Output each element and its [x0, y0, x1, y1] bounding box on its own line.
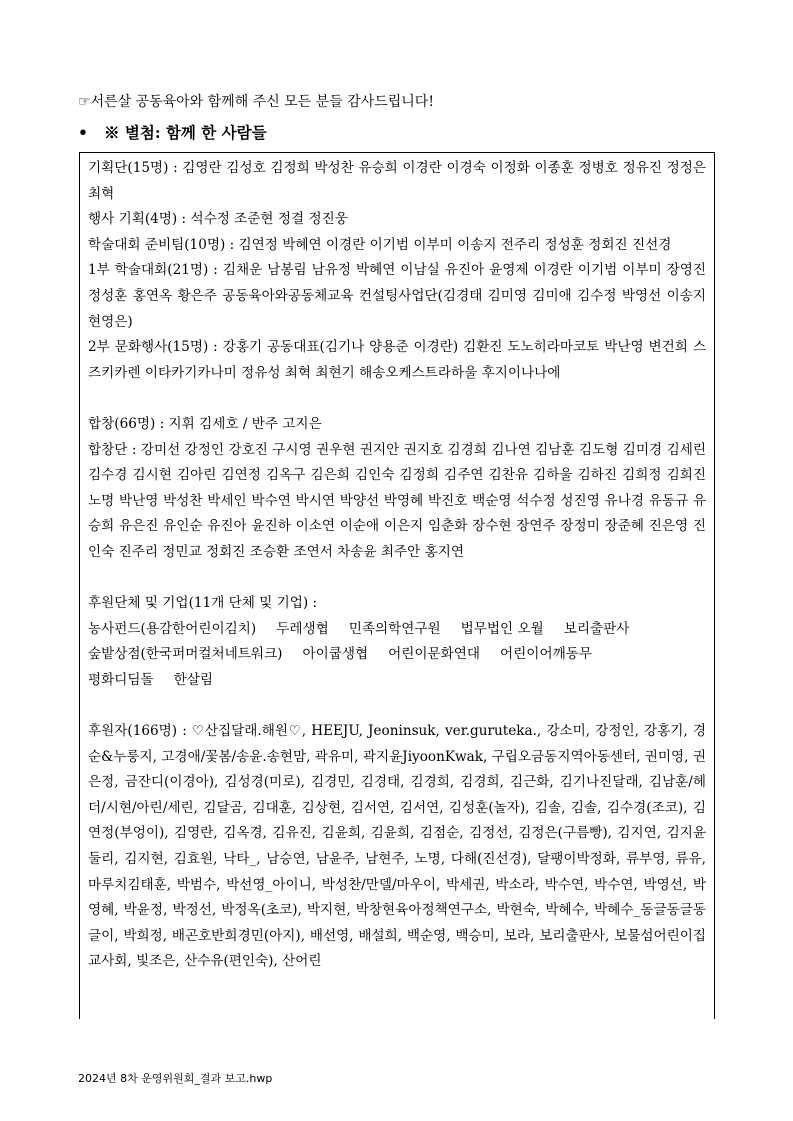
choir-lead: 합창(66명) : 지휘 김세호 / 반주 고지은 — [88, 415, 322, 432]
sponsor-item: 숲밭상점(한국퍼머컬처네트워크) — [88, 646, 283, 663]
sponsor-item: 평화디딤돌 — [88, 671, 154, 688]
sponsor-item: 두레생협 — [276, 620, 329, 637]
symposium-prep-team: 학술대회 준비팀(10명) : 김연정 박혜연 이경란 이기범 이부미 이송지 전주리 정성훈 정회진 진선경 — [88, 236, 672, 253]
sponsor-row-3 — [88, 668, 706, 694]
sponsor-item: 어린이문화연대 — [388, 646, 481, 663]
footer-filename: 2024년 8차 운영위원회_결과 보고.hwp — [78, 1072, 273, 1085]
spacer — [88, 693, 706, 719]
sponsor-row-2 — [88, 642, 706, 668]
part1-symposium: 1부 학술대회(21명) : 김채운 남봉림 남유정 박혜연 이남실 유진아 윤영제 이경란 이기범 이부미 장영진 정성훈 홍연옥 황은주 공동육아와공동체교육 컨설팅사업단(김경태 김미영 김미애 김수정 박영선 이송지 현영은) — [88, 262, 706, 330]
sponsor-item: 아이쿱생협 — [302, 646, 369, 663]
choir-members: 합창단 : 강미선 강정인 강호진 구시영 권우현 권지안 권지호 김경희 김나연 김남훈 김도형 김미경 김세린 김수경 김시현 김아린 김연정 김옥구 김은희 김인숙 김정희 김주연 김찬유 김하울 김하진 김희정 김희진 노명 박난영 박성찬 박세인 박수연 박시연 박양선 박영혜 박진호 백순영 석수정 성진영 유나경 유동규 유승희 유은진 유인순 유진아 윤진하 이소연 이순애 이은지 임춘화 장수현 장연주 장정미 장준혜 진은영 진인숙 진주리 정민교 정회진 조승환 조연서 차송윤 최주안 홍지연 — [88, 441, 706, 560]
spacer — [88, 386, 706, 412]
sponsor-orgs-title: 후원단체 및 기업(11개 단체 및 기업) : — [88, 595, 318, 612]
sponsor-item: 법무법인 오월 — [460, 620, 544, 637]
sponsor-item: 보리출판사 — [563, 620, 630, 637]
part2-culture-event: 2부 문화행사(15명) : 강홍기 공동대표(김기나 양용준 이경란) 김환진 도노히라마코토 박난영 변건희 스즈키카렌 이타카기카나미 정유성 최혁 최현기 해송오케스트라하울 후지이나나에 — [88, 339, 706, 381]
sponsor-item: 어린이어깨동무 — [500, 646, 592, 663]
spacer — [88, 566, 706, 592]
sponsor-item: 한살림 — [173, 671, 214, 688]
event-planning: 행사 기획(4명) : 석수정 조준현 정결 정진웅 — [88, 211, 348, 228]
planning-committee: 기획단(15명) : 김영란 김성호 김정희 박성찬 유승희 이경란 이경숙 이정화 이종훈 정병호 정유진 정정은 최혁 — [88, 160, 706, 202]
pointing-hand-icon: ☞ — [78, 94, 91, 110]
sponsor-row-1 — [88, 617, 706, 643]
sponsor-item: 농사펀드(용감한어린이김치) — [88, 620, 257, 637]
thanks-text: 서른살 공동육아와 함께해 주신 모든 분들 감사드립니다! — [90, 94, 434, 110]
thanks-line — [78, 92, 434, 112]
sponsor-item: 민족의학연구원 — [348, 620, 441, 637]
section-heading — [78, 122, 267, 144]
participants-box — [79, 152, 715, 1019]
bullet: • — [78, 123, 88, 142]
heading-text: ※ 별첨: 함께 한 사람들 — [104, 123, 267, 142]
donors-list: 후원자(166명) : ♡산집달래.해원♡, HEEJU, Jeoninsuk, ver.guruteka., 강소미, 강정인, 강홍기, 경순&누룽지, 고경애/꽃봄/송윤.송현맘, 곽유미, 곽지윤JiyoonKwak, 구립오금동지역아동센터, 권미영, 권은정, 금잔디(이경아), 김성경(미로), 김경민, 김경태, 김경희, 김경희, 김근화, 김기나진달래, 김남훈/헤더/시현/아린/세린, 김달곰, 김대훈, 김상현, 김서연, 김서연, 김성훈(놀자), 김솔, 김솔, 김수경(조코), 김연정(부엉이), 김영란, 김옥경, 김유진, 김윤희, 김윤희, 김점순, 김정선, 김정은(구름빵), 김지연, 김지윤둘리, 김지현, 김효원, 낙타_, 남승연, 남윤주, 남현주, 노명, 다해(진선경), 달팽이박정화, 류부영, 류유, 마루치김태훈, 박범수, 박선영_아이니, 박성찬/만델/마우이, 박세권, 박소라, 박수연, 박수연, 박영선, 박영혜, 박윤정, 박정선, 박정옥(초코), 박지현, 박창현육아정책연구소, 박현숙, 박혜수, 박혜수_동글동글동글이, 박희정, 배곤호반희경민(아지), 배선영, 배설희, 백순영, 백승미, 보라, 보리출판사, 보물섬어린이집교사회, 빛조은, 산수유(편인숙), 산어린 — [88, 723, 706, 970]
